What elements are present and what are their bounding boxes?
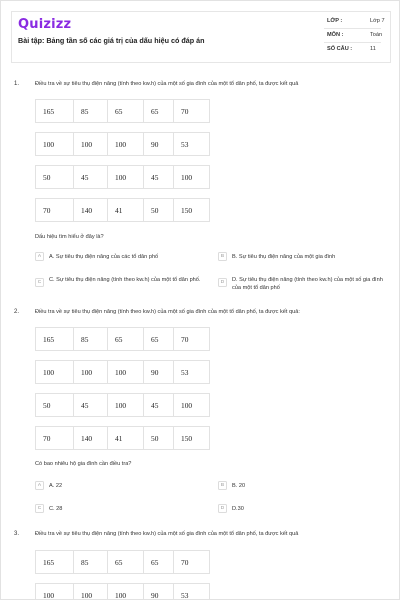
table-row bbox=[36, 199, 210, 222]
table-cell: 140 bbox=[74, 199, 108, 222]
option-text: D.30 bbox=[232, 506, 244, 512]
table-cell: 53 bbox=[174, 584, 210, 600]
table-cell: 65 bbox=[144, 551, 174, 574]
table-cell: 65 bbox=[144, 100, 174, 123]
question-3-text: Điều tra về sự tiêu thụ điện năng (tính theo kw.h) của một số gia đình của một tổ dân phố, ta được kết quả bbox=[35, 531, 299, 537]
table-cell: 100 bbox=[108, 584, 144, 600]
question-1-number: 1. bbox=[14, 81, 20, 87]
table-cell: 150 bbox=[174, 199, 210, 222]
option-letter-box: D bbox=[218, 504, 227, 513]
option-text: B. 20 bbox=[232, 483, 246, 489]
meta-divider bbox=[324, 42, 381, 43]
question-1-prompt: Dấu hiệu tìm hiểu ở đây là? bbox=[35, 234, 104, 240]
table-cell: 90 bbox=[144, 584, 174, 600]
table-cell: 100 bbox=[36, 361, 74, 384]
table-cell: 100 bbox=[36, 584, 74, 600]
table-row bbox=[36, 361, 210, 384]
table-cell: 70 bbox=[174, 100, 210, 123]
option-letter-box: D bbox=[218, 278, 227, 287]
table-cell: 50 bbox=[36, 166, 74, 189]
table-cell: 100 bbox=[108, 133, 144, 156]
table-cell: 100 bbox=[74, 133, 108, 156]
table-cell: 100 bbox=[174, 166, 210, 189]
option-text: A. Sự tiêu thụ điện năng của các tổ dân phố bbox=[49, 254, 159, 260]
option-letter-box: A bbox=[35, 252, 44, 261]
meta-grade-value: Lớp 7 bbox=[370, 18, 385, 24]
table-cell: 165 bbox=[36, 100, 74, 123]
table-cell: 45 bbox=[144, 166, 174, 189]
table-row bbox=[36, 133, 210, 156]
quizizz-logo: Quizizz bbox=[18, 17, 72, 32]
table-cell: 150 bbox=[174, 427, 210, 450]
table-cell: 165 bbox=[36, 551, 74, 574]
table-row bbox=[36, 584, 210, 600]
table-cell: 90 bbox=[144, 361, 174, 384]
table-cell: 70 bbox=[36, 427, 74, 450]
table-cell: 70 bbox=[36, 199, 74, 222]
table-cell: 70 bbox=[174, 551, 210, 574]
meta-grade-label: LỚP : bbox=[327, 18, 343, 24]
meta-subject-value: Toán bbox=[370, 32, 383, 38]
table-cell: 70 bbox=[174, 328, 210, 351]
table-row bbox=[36, 328, 210, 351]
table-cell: 41 bbox=[108, 427, 144, 450]
table-cell: 90 bbox=[144, 133, 174, 156]
option-letter-box: C bbox=[35, 504, 44, 513]
table-cell: 45 bbox=[74, 394, 108, 417]
table-cell: 45 bbox=[74, 166, 108, 189]
meta-subject-label: MÔN : bbox=[327, 32, 344, 38]
question-3-number: 3. bbox=[14, 531, 20, 537]
table-cell: 65 bbox=[108, 100, 144, 123]
question-2-text: Điều tra về sự tiêu thụ điện năng (tính theo kw.h) của một số gia đình của một tổ dân phố, ta được kết quả: bbox=[35, 309, 300, 315]
table-row bbox=[36, 100, 210, 123]
table-row bbox=[36, 551, 210, 574]
table-cell: 45 bbox=[144, 394, 174, 417]
table-cell: 140 bbox=[74, 427, 108, 450]
table-cell: 85 bbox=[74, 100, 108, 123]
option-text: C. Sự tiêu thụ điện năng (tính theo kw.h) của một tổ dân phố. bbox=[49, 277, 201, 283]
worksheet-title: Bài tập: Bảng tần số các giá trị của dấu hiệu có đáp án bbox=[18, 36, 205, 45]
table-row bbox=[36, 166, 210, 189]
table-cell: 100 bbox=[174, 394, 210, 417]
option-text: C. 28 bbox=[49, 506, 63, 512]
option-letter-box: B bbox=[218, 481, 227, 490]
table-cell: 53 bbox=[174, 361, 210, 384]
table-row bbox=[36, 394, 210, 417]
table-cell: 50 bbox=[144, 427, 174, 450]
question-1-data-table bbox=[35, 99, 210, 222]
question-2-number: 2. bbox=[14, 309, 20, 315]
table-cell: 100 bbox=[108, 166, 144, 189]
question-2-prompt: Có bao nhiêu hộ gia đình cần điều tra? bbox=[35, 461, 132, 467]
table-row bbox=[36, 427, 210, 450]
meta-divider bbox=[324, 28, 381, 29]
table-cell: 65 bbox=[144, 328, 174, 351]
table-cell: 50 bbox=[36, 394, 74, 417]
table-cell: 100 bbox=[74, 584, 108, 600]
table-cell: 165 bbox=[36, 328, 74, 351]
meta-count-label: SỐ CÂU : bbox=[327, 46, 353, 52]
table-cell: 100 bbox=[108, 394, 144, 417]
table-cell: 100 bbox=[74, 361, 108, 384]
table-cell: 100 bbox=[36, 133, 74, 156]
question-3-data-table bbox=[35, 550, 210, 600]
option-text: A. 22 bbox=[49, 483, 63, 489]
table-cell: 41 bbox=[108, 199, 144, 222]
option-text: D. Sự tiêu thụ điện năng (tính theo kw.h) của một số gia đình của một tổ dân phố bbox=[232, 277, 383, 292]
table-cell: 100 bbox=[108, 361, 144, 384]
table-cell: 85 bbox=[74, 551, 108, 574]
table-cell: 85 bbox=[74, 328, 108, 351]
question-2-data-table bbox=[35, 327, 210, 450]
table-cell: 53 bbox=[174, 133, 210, 156]
option-text: B. Sự tiêu thụ điện năng của một gia đình bbox=[232, 254, 336, 260]
table-cell: 50 bbox=[144, 199, 174, 222]
option-letter-box: B bbox=[218, 252, 227, 261]
option-letter-box: C bbox=[35, 278, 44, 287]
table-cell: 65 bbox=[108, 551, 144, 574]
table-cell: 65 bbox=[108, 328, 144, 351]
meta-count-value: 11 bbox=[370, 46, 376, 52]
option-letter-box: A bbox=[35, 481, 44, 490]
question-1-text: Điều tra về sự tiêu thụ điện năng (tính theo kw.h) của một số gia đình của một tổ dân phố, ta được kết quả bbox=[35, 81, 299, 87]
